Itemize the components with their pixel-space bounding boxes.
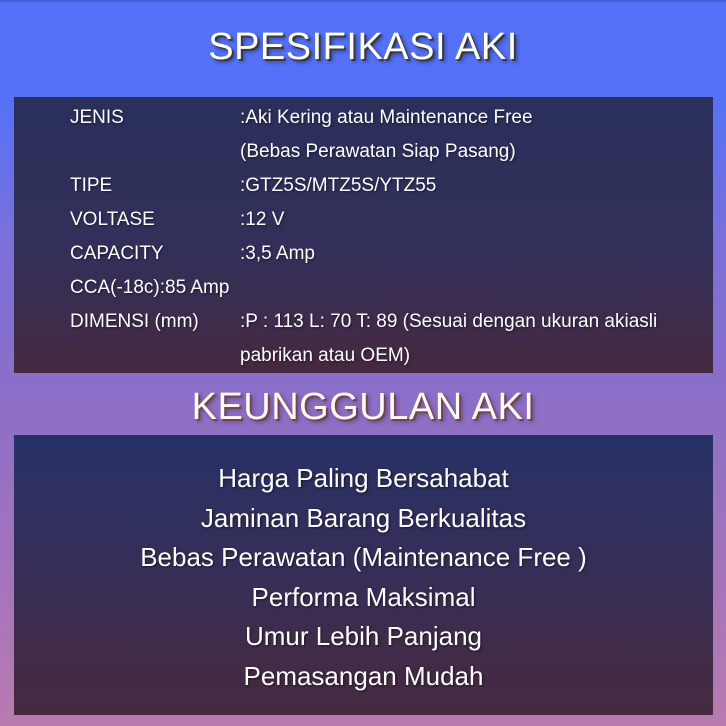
- spec-label: JENIS: [70, 107, 124, 128]
- spec-value-line: pabrikan atau OEM): [240, 345, 411, 366]
- spec-label: CCA(-18c):85 Amp: [70, 277, 230, 298]
- spec-row-dimensi: [70, 305, 703, 373]
- spec-row-tipe: [70, 169, 703, 203]
- benefit-item: Performa Maksimal: [251, 581, 476, 612]
- spec-panel: [14, 97, 713, 373]
- spec-label: CAPACITY: [70, 243, 164, 264]
- spec-value: [240, 203, 703, 237]
- spec-value-line: :GTZ5S/MTZ5S/YTZ55: [240, 175, 437, 196]
- spec-value-line: :3,5 Amp: [240, 243, 315, 264]
- spec-value-line: :Aki Kering atau Maintenance Free: [240, 107, 533, 128]
- spec-label: DIMENSI (mm): [70, 311, 199, 332]
- benefit-item: Jaminan Barang Berkualitas: [200, 502, 527, 533]
- page-title: SPESIFIKASI AKI: [208, 26, 518, 68]
- spec-row-jenis: [70, 101, 703, 169]
- spec-row-cca: [70, 271, 703, 305]
- benefit-item: Pemasangan Mudah: [243, 660, 484, 691]
- spec-value: [240, 237, 703, 271]
- spec-label: TIPE: [70, 175, 113, 196]
- benefit-item: Bebas Perawatan (Maintenance Free ): [140, 542, 587, 572]
- spec-value: [240, 169, 703, 203]
- spec-label: VOLTASE: [70, 209, 155, 230]
- spec-value: [240, 305, 703, 373]
- benefit-item: Harga Paling Bersahabat: [218, 463, 509, 493]
- benefits-panel: [14, 435, 713, 715]
- spec-value-line: :P : 113 L: 70 T: 89 (Sesuai dengan ukuran akiasli: [240, 311, 658, 332]
- benefits-title: KEUNGGULAN AKI: [191, 386, 535, 428]
- benefit-item: Umur Lebih Panjang: [244, 621, 483, 651]
- spec-value-line: (Bebas Perawatan Siap Pasang): [240, 141, 516, 162]
- spec-value: [240, 101, 703, 169]
- spec-row-capacity: [70, 237, 703, 271]
- spec-value-line: :12 V: [240, 209, 285, 230]
- spec-row-voltase: [70, 203, 703, 237]
